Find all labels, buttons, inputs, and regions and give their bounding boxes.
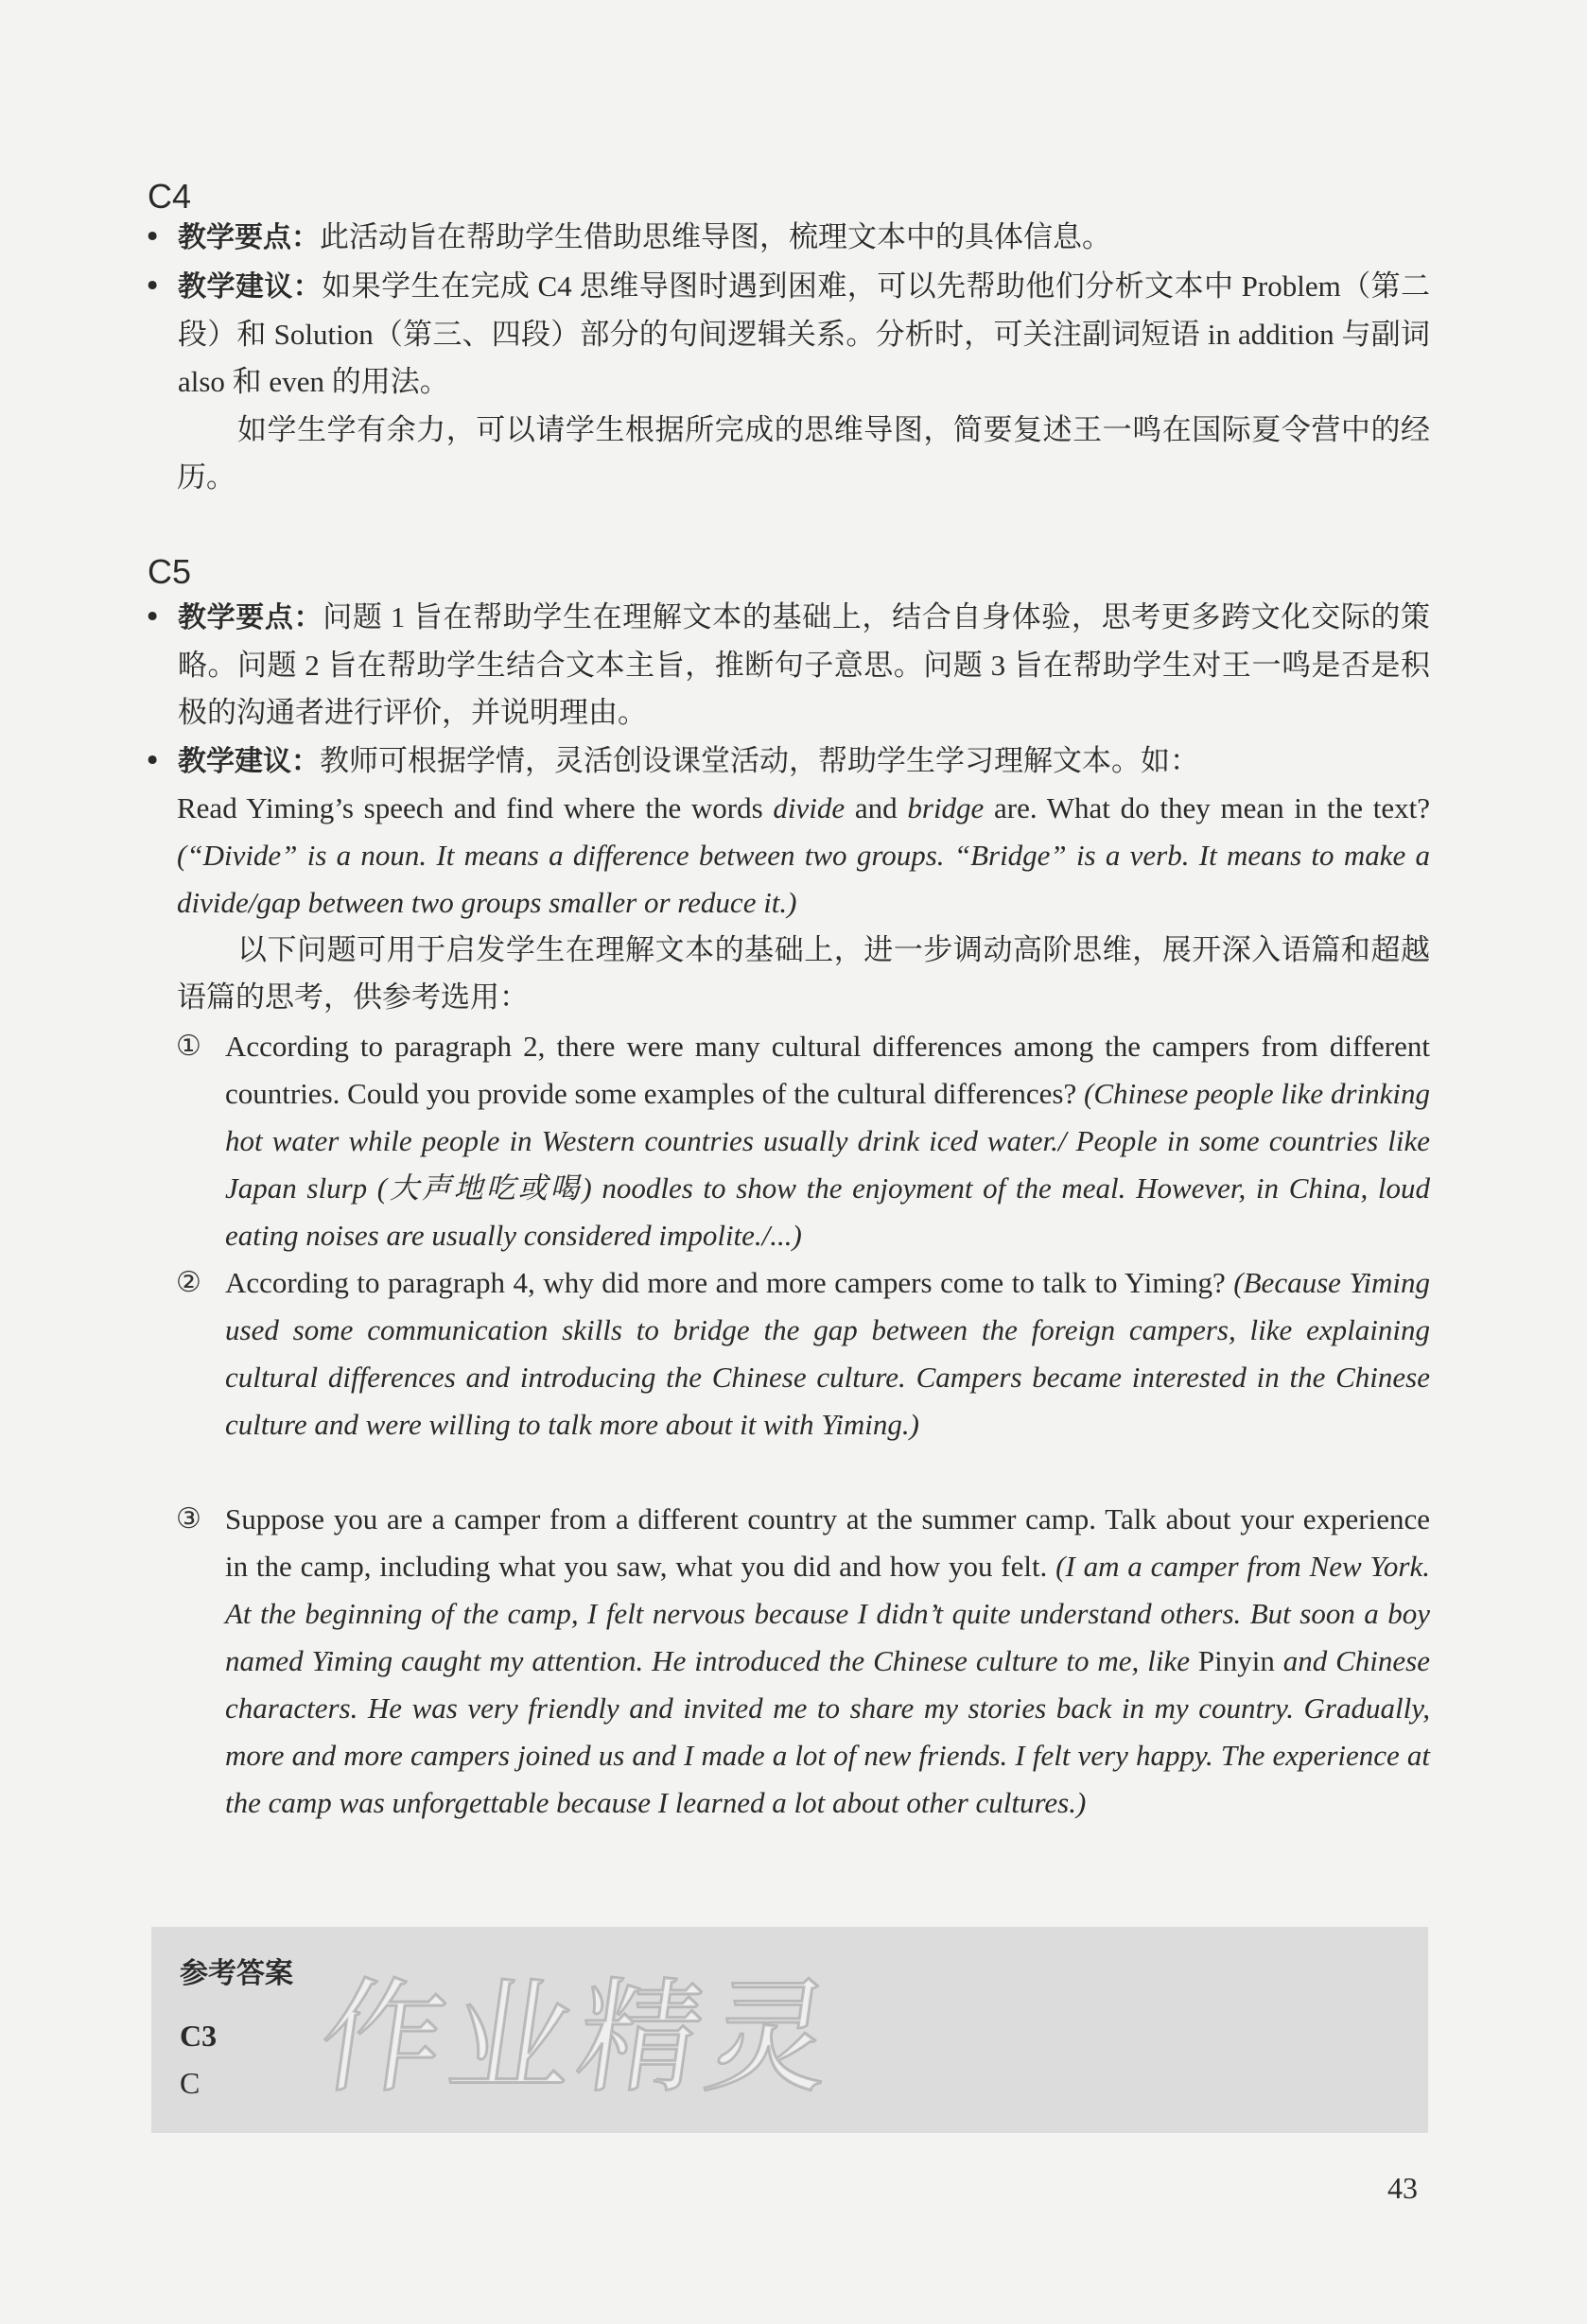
c5-intro-paragraph: 以下问题可用于启发学生在理解文本的基础上，进一步调动高阶思维，展开深入语篇和超越语篇的思考，供参考选用： xyxy=(177,933,1430,1014)
word-divide: divide xyxy=(773,791,846,824)
teaching-points-label: 教学要点： xyxy=(178,601,323,634)
question-text: According to paragraph 2, there were many cultural differences among the campers from different countries. Could you provide some examples of the cultural differences? xyxy=(225,1030,1430,1110)
read-activity-text: are. What do they mean in the text? xyxy=(984,791,1430,824)
teaching-points-text: 此活动旨在帮助学生借助思维导图，梳理文本中的具体信息。 xyxy=(320,220,1111,253)
bullet-icon: • xyxy=(144,269,162,304)
c5-teaching-points xyxy=(144,594,1430,737)
word-bridge: bridge xyxy=(907,791,985,824)
section-heading-c4: C4 xyxy=(148,177,192,216)
question-item xyxy=(176,1259,1430,1448)
teaching-suggestions-label: 教学建议： xyxy=(178,270,323,304)
question-number: ① xyxy=(176,1030,201,1063)
teaching-suggestions-label: 教学建议： xyxy=(178,745,320,778)
read-activity-answer: (“Divide” is a noun. It means a difference between two groups. “Bridge” is a verb. It means to make a divide/gap between two groups smaller or reduce it.) xyxy=(177,839,1430,919)
question-answer: and Chinese characters. He was very friendly and invited me to share my stories back in my country. Gradually, more and more campers joined us and I made a lot of new friends. I felt very happy. The experience at the camp was unforgettable because I learned a lot about other cultures.) xyxy=(225,1644,1431,1819)
page-number: 43 xyxy=(1387,2171,1418,2205)
teaching-suggestions-text: 教师可根据学情，灵活创设课堂活动，帮助学生学习理解文本。如： xyxy=(320,744,1199,777)
section-heading-c5: C5 xyxy=(148,552,192,591)
answer-item-value: C xyxy=(180,2066,201,2100)
pinyin-term: Pinyin xyxy=(1197,1644,1275,1677)
question-text: According to paragraph 4, why did more and more campers come to talk to Yiming? xyxy=(225,1266,1234,1299)
question-answer: (Because Yiming used some communication skills to bridge the gap between the foreign campers, like explaining cultural differences and introducing the Chinese culture. Campers became interested in the Chinese culture and were willing to talk more about it with Yiming.) xyxy=(225,1266,1431,1441)
question-number: ③ xyxy=(176,1502,201,1535)
teaching-suggestions-text: 如果学生在完成 C4 思维导图时遇到困难，可以先帮助他们分析文本中 Problem（第二段）和 Solution（第三、四段）部分的句间逻辑关系。分析时，可关注副词短语 in addition 与副词 also 和 even 的用法。 xyxy=(178,269,1431,398)
reference-answer-title: 参考答案 xyxy=(180,1957,293,1990)
bullet-icon: • xyxy=(144,600,162,634)
question-item xyxy=(176,1496,1430,1827)
c4-extra-paragraph: 如学生学有余力，可以请学生根据所完成的思维导图，简要复述王一鸣在国际夏令营中的经历。 xyxy=(177,413,1430,494)
c5-read-activity xyxy=(177,785,1430,927)
question-answer: (I am a camper from New York. At the beginning of the camp, I felt nervous because I didn’t quite understand others. But soon a boy named Yiming caught my attention. He introduced the Chinese culture to me, like xyxy=(225,1550,1430,1677)
read-activity-text: Read Yiming’s speech and find where the words xyxy=(177,791,774,824)
teaching-points-label: 教学要点： xyxy=(178,221,320,254)
c4-teaching-points xyxy=(144,214,1430,262)
question-answer: (Chinese people like drinking hot water while people in Western countries usually drink iced water./ People in some countries like Japan slurp (大声地吃或喝) noodles to show the enjoyment of the meal. However, in China, loud eating noises are usually considered impolite./...) xyxy=(225,1077,1430,1252)
teaching-points-text: 问题 1 旨在帮助学生在理解文本的基础上，结合自身体验，思考更多跨文化交际的策略。问题 2 旨在帮助学生结合文本主旨，推断句子意思。问题 3 旨在帮助学生对王一鸣是否是积极的沟通者进行评价，并说明理由。 xyxy=(178,600,1431,729)
bullet-icon: • xyxy=(144,744,162,778)
question-text: Suppose you are a camper from a different country at the summer camp. Talk about your experience in the camp, including what you saw, what you did and how you felt. xyxy=(225,1502,1430,1583)
question-item xyxy=(176,1023,1430,1259)
answer-item-label: C3 xyxy=(180,2019,218,2053)
c5-teaching-suggestions xyxy=(144,737,1430,786)
watermark: 作业精灵 xyxy=(311,1966,846,2109)
read-activity-text: and xyxy=(845,791,908,824)
c4-teaching-suggestions xyxy=(144,263,1430,406)
question-number: ② xyxy=(176,1266,201,1299)
bullet-icon: • xyxy=(144,220,162,254)
